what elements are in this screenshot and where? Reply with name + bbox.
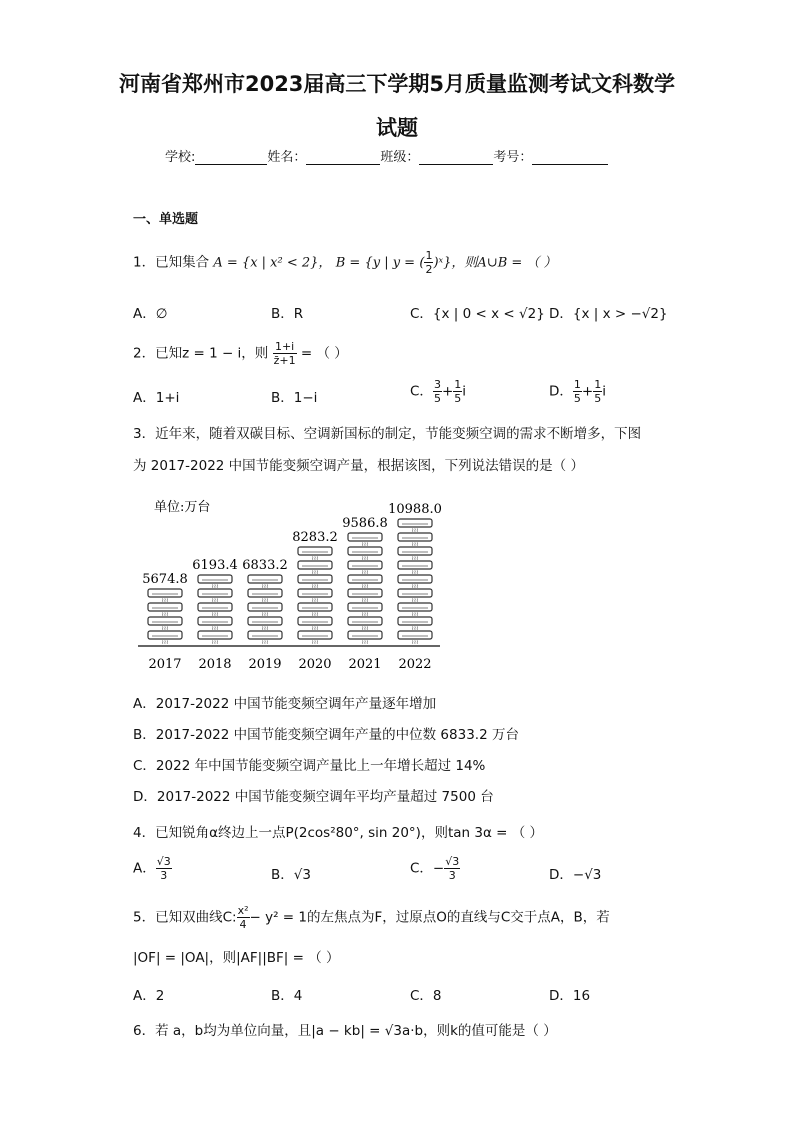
ac-unit-icon (348, 631, 382, 639)
ac-unit-icon (348, 533, 382, 541)
question-2 (133, 340, 348, 367)
airflow-icon: ≀≀≀ (211, 611, 219, 618)
q2-option-d[interactable]: D． $\frac{1}{5}$ + $\frac{1}{5}$ i (549, 378, 606, 405)
ac-unit-icon (348, 561, 382, 569)
q1-set-b-pre: B = {y | y = (335, 255, 416, 271)
airflow-icon: ≀≀≀ (311, 597, 319, 604)
value-label-2022: 10988.0 (388, 502, 442, 517)
ac-unit-icon (198, 589, 232, 597)
q1-set-a: A = {x | x² < 2}， (213, 255, 332, 271)
airflow-icon: ≀≀≀ (261, 625, 269, 632)
airflow-icon: ≀≀≀ (261, 639, 269, 646)
class-blank[interactable] (419, 151, 493, 165)
airflow-icon: ≀≀≀ (361, 625, 369, 632)
airflow-icon: ≀≀≀ (411, 555, 419, 562)
question-1: 1．已知集合 A = {x | x² < 2}， B = {y | y = ( $\frac{1}{2}$ )ˣ}，则A∪B = （ ） (133, 249, 557, 276)
q3-line-1: 3．近年来，随着双碳目标、空调新国标的制定，节能变频空调的需求不断增多，下图 (133, 426, 642, 442)
ac-unit-icon (398, 575, 432, 583)
value-label-2020: 8283.2 (292, 530, 338, 545)
airflow-icon: ≀≀≀ (361, 597, 369, 604)
airflow-icon: ≀≀≀ (211, 625, 219, 632)
x-tick-2019: 2019 (248, 657, 282, 672)
airflow-icon: ≀≀≀ (311, 555, 319, 562)
q1-set-b-post: )ˣ}，则A∪B = （ ） (433, 255, 557, 271)
x-tick-2018: 2018 (198, 657, 232, 672)
ac-unit-icon (248, 631, 282, 639)
value-label-2019: 6833.2 (242, 558, 288, 573)
airflow-icon: ≀≀≀ (361, 541, 369, 548)
bar-2019 (248, 575, 282, 646)
airflow-icon: ≀≀≀ (411, 611, 419, 618)
ac-unit-icon (298, 589, 332, 597)
ac-unit-icon (148, 603, 182, 611)
ac-unit-icon (348, 547, 382, 555)
school-label: 学校: (165, 150, 196, 165)
ac-unit-icon (348, 603, 382, 611)
ac-unit-icon (398, 631, 432, 639)
ac-unit-icon (348, 617, 382, 625)
airflow-icon: ≀≀≀ (161, 597, 169, 604)
ac-unit-icon (198, 631, 232, 639)
q5-option-a[interactable]: A．2 (133, 988, 165, 1004)
q2-text: 2．已知z = 1 − i，则 (133, 345, 269, 362)
ac-unit-icon (148, 589, 182, 597)
ac-unit-icon (398, 603, 432, 611)
q2-option-b[interactable]: B．1−i (271, 390, 318, 406)
name-blank[interactable] (306, 151, 380, 165)
ac-unit-icon (298, 617, 332, 625)
q2-fraction: $\frac{1+i}{z̄+1}$ (273, 340, 296, 367)
q2-option-c[interactable]: C． $\frac{3}{5}$ + $\frac{1}{5}$ i (410, 378, 467, 405)
q3-option-b[interactable]: B．2017-2022 中国节能变频空调年产量的中位数 6833.2 万台 (133, 727, 519, 743)
bar-2020 (298, 547, 332, 646)
q4-option-c[interactable]: C．− $\frac{√3}{3}$ (410, 855, 460, 882)
ac-unit-icon (298, 631, 332, 639)
ac-unit-icon (248, 589, 282, 597)
q3-option-c[interactable]: C．2022 年中国节能变频空调产量比上一年增长超过 14% (133, 758, 486, 774)
ac-unit-icon (398, 617, 432, 625)
page-title-line2: 试题 (376, 116, 418, 140)
ac-unit-icon (248, 617, 282, 625)
ac-unit-icon (398, 561, 432, 569)
q2-option-a[interactable]: A．1+i (133, 390, 180, 406)
production-bar-chart (130, 490, 450, 680)
airflow-icon: ≀≀≀ (411, 583, 419, 590)
ac-unit-icon (298, 603, 332, 611)
ac-unit-icon (398, 533, 432, 541)
airflow-icon: ≀≀≀ (261, 583, 269, 590)
ac-unit-icon (298, 575, 332, 583)
bar-2018 (198, 575, 232, 646)
ac-unit-icon (348, 589, 382, 597)
airflow-icon: ≀≀≀ (411, 597, 419, 604)
airflow-icon: ≀≀≀ (411, 527, 419, 534)
x-tick-2017: 2017 (148, 657, 182, 672)
airflow-icon: ≀≀≀ (311, 611, 319, 618)
ac-unit-icon (398, 547, 432, 555)
q1-number: 1．已知集合 (133, 254, 210, 271)
airflow-icon: ≀≀≀ (361, 611, 369, 618)
ac-unit-icon (298, 561, 332, 569)
q5-fraction: $\frac{\text{x²}}{4}$ (237, 904, 249, 931)
ac-unit-icon (148, 617, 182, 625)
q2-post: = （ ） (300, 345, 348, 362)
bar-2022 (398, 519, 432, 646)
airflow-icon: ≀≀≀ (311, 639, 319, 646)
airflow-icon: ≀≀≀ (411, 625, 419, 632)
q4-option-b[interactable]: B．√3 (271, 867, 311, 883)
question-5: 5．已知双曲线C: $\frac{\text{x²}}{4}$ − y² = 1的左焦点为F，过原点O的直线与C交于点A，B，若 (133, 904, 610, 931)
airflow-icon: ≀≀≀ (261, 611, 269, 618)
airflow-icon: ≀≀≀ (361, 569, 369, 576)
q3-option-a[interactable]: A．2017-2022 中国节能变频空调年产量逐年增加 (133, 696, 437, 712)
q5-option-d[interactable]: D．16 (549, 988, 591, 1004)
school-blank[interactable] (195, 151, 267, 165)
q3-option-d[interactable]: D．2017-2022 中国节能变频空调年平均产量超过 7500 台 (133, 789, 494, 805)
x-tick-2021: 2021 (348, 657, 382, 672)
student-info-row (165, 146, 608, 165)
question-4: 4．已知锐角α终边上一点P(2cos²80°, sin 20°)，则tan 3α = （ ） (133, 825, 544, 841)
value-label-2017: 5674.8 (142, 572, 188, 587)
airflow-icon: ≀≀≀ (211, 597, 219, 604)
q1-option-a[interactable]: A．∅ (133, 306, 168, 322)
q4-option-a[interactable]: A． $\frac{√3}{3}$ (133, 855, 171, 882)
airflow-icon: ≀≀≀ (161, 625, 169, 632)
value-label-2021: 9586.8 (342, 516, 388, 531)
ac-unit-icon (348, 575, 382, 583)
ac-unit-icon (198, 617, 232, 625)
airflow-icon: ≀≀≀ (361, 555, 369, 562)
ac-unit-icon (398, 589, 432, 597)
question-6: 6．若 a，b均为单位向量，且|a − kb| = √3a·b，则k的值可能是（ ） (133, 1023, 557, 1039)
x-tick-2020: 2020 (298, 657, 332, 672)
q4-option-d[interactable]: D．−√3 (549, 867, 602, 883)
x-tick-2022: 2022 (398, 657, 432, 672)
section-heading: 一、单选题 (133, 212, 199, 227)
airflow-icon: ≀≀≀ (261, 597, 269, 604)
value-label-2018: 6193.4 (192, 558, 238, 573)
airflow-icon: ≀≀≀ (361, 639, 369, 646)
ac-unit-icon (298, 547, 332, 555)
airflow-icon: ≀≀≀ (211, 583, 219, 590)
ac-unit-icon (248, 603, 282, 611)
q5-option-b[interactable]: B．4 (271, 988, 303, 1004)
airflow-icon: ≀≀≀ (161, 639, 169, 646)
airflow-icon: ≀≀≀ (211, 639, 219, 646)
class-label: 班级： (380, 150, 420, 165)
q5-option-c[interactable]: C．8 (410, 988, 442, 1004)
name-label: 姓名： (267, 150, 307, 165)
bar-2021 (348, 533, 382, 646)
q1-fraction: $\frac{1}{2}$ (425, 249, 433, 276)
airflow-icon: ≀≀≀ (361, 583, 369, 590)
q3-line-2: 为 2017-2022 中国节能变频空调产量，根据该图，下列说法错误的是（ ） (133, 458, 584, 474)
airflow-icon: ≀≀≀ (311, 583, 319, 590)
exam-no-blank[interactable] (532, 151, 608, 165)
question-5-line-2: |OF| = |OA|，则|AF||BF| = （ ） (133, 950, 340, 966)
airflow-icon: ≀≀≀ (311, 569, 319, 576)
ac-unit-icon (148, 631, 182, 639)
ac-unit-icon (248, 575, 282, 583)
ac-unit-icon (198, 603, 232, 611)
bar-2017 (148, 589, 182, 646)
q1-option-d[interactable]: D．{x | x > −√2} (549, 306, 668, 322)
ac-unit-icon (398, 519, 432, 527)
q1-option-c[interactable]: C．{x | 0 < x < √2} (410, 306, 545, 322)
page-title-line1: 河南省郑州市2023届高三下学期5月质量监测考试文科数学 (118, 72, 676, 96)
airflow-icon: ≀≀≀ (161, 611, 169, 618)
chart-unit-label: 单位:万台 (154, 500, 211, 515)
airflow-icon: ≀≀≀ (311, 625, 319, 632)
airflow-icon: ≀≀≀ (411, 639, 419, 646)
airflow-icon: ≀≀≀ (411, 541, 419, 548)
q1-option-b[interactable]: B．R (271, 306, 304, 322)
ac-unit-icon (198, 575, 232, 583)
airflow-icon: ≀≀≀ (411, 569, 419, 576)
exam-no-label: 考号： (493, 150, 533, 165)
